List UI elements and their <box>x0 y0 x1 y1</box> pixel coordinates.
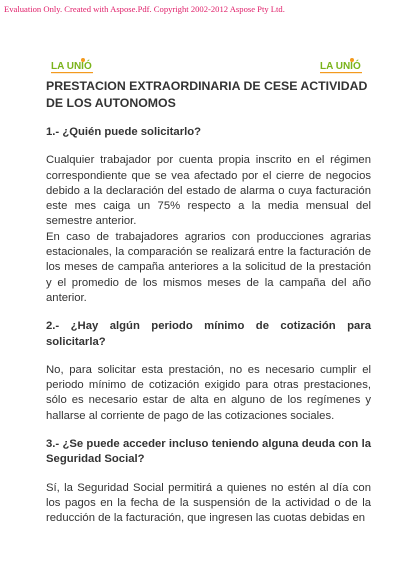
svg-text:LA UNIÓ: LA UNIÓ <box>320 61 361 72</box>
document-title: PRESTACION EXTRAORDINARIA DE CESE ACTIVIDAD DE LOS AUTONOMOS <box>46 79 368 110</box>
la-unio-logo-right <box>319 57 363 77</box>
svg-text:LA UNIÓ: LA UNIÓ <box>51 61 92 72</box>
question-1: 1.- ¿Quién puede solicitarlo? <box>46 126 202 138</box>
evaluation-watermark: Evaluation Only. Created with Aspose.Pdf. Copyright 2002-2012 Aspose Pty Ltd. <box>4 4 285 14</box>
document-body <box>46 78 371 527</box>
question-2: 2.- ¿Hay algún periodo mínimo de cotización para solicitarla? <box>46 320 371 348</box>
answer-1-paragraph-2: En caso de trabajadores agrarios con producciones agrarias estacionales, la comparación se realizará entre la facturación de los meses de campaña anteriores a la solicitud de la prestación y el promedio de los mismos meses de la campaña del año anterior. <box>46 230 371 304</box>
answer-3: Sí, la Seguridad Social permitirá a quienes no estén al día con los pagos en la fecha de la suspensión de la actividad o de la reducción de la facturación, que ingresen las cuotas debidas en <box>46 481 371 525</box>
answer-2: No, para solicitar esta prestación, no es necesario cumplir el periodo mínimo de cotización exigido para otras prestaciones, sólo es necesario estar de alta en alguno de los regímenes y hallarse al corriente de pago de las cotizaciones sociales. <box>46 363 371 422</box>
la-unio-logo-left <box>50 57 94 77</box>
la-unio-logo-graphic <box>50 57 94 77</box>
la-unio-logo-graphic <box>319 57 363 77</box>
answer-1-paragraph-1: Cualquier trabajador por cuenta propia inscrito en el régimen correspondiente que se vea afectado por el cierre de negocios debido a la declaración del estado de alarma o cuya facturación este mes caiga un 75% respecto a la media mensual del semestre anterior. <box>46 154 371 228</box>
question-3: 3.- ¿Se puede acceder incluso teniendo alguna deuda con la Seguridad Social? <box>46 438 371 466</box>
